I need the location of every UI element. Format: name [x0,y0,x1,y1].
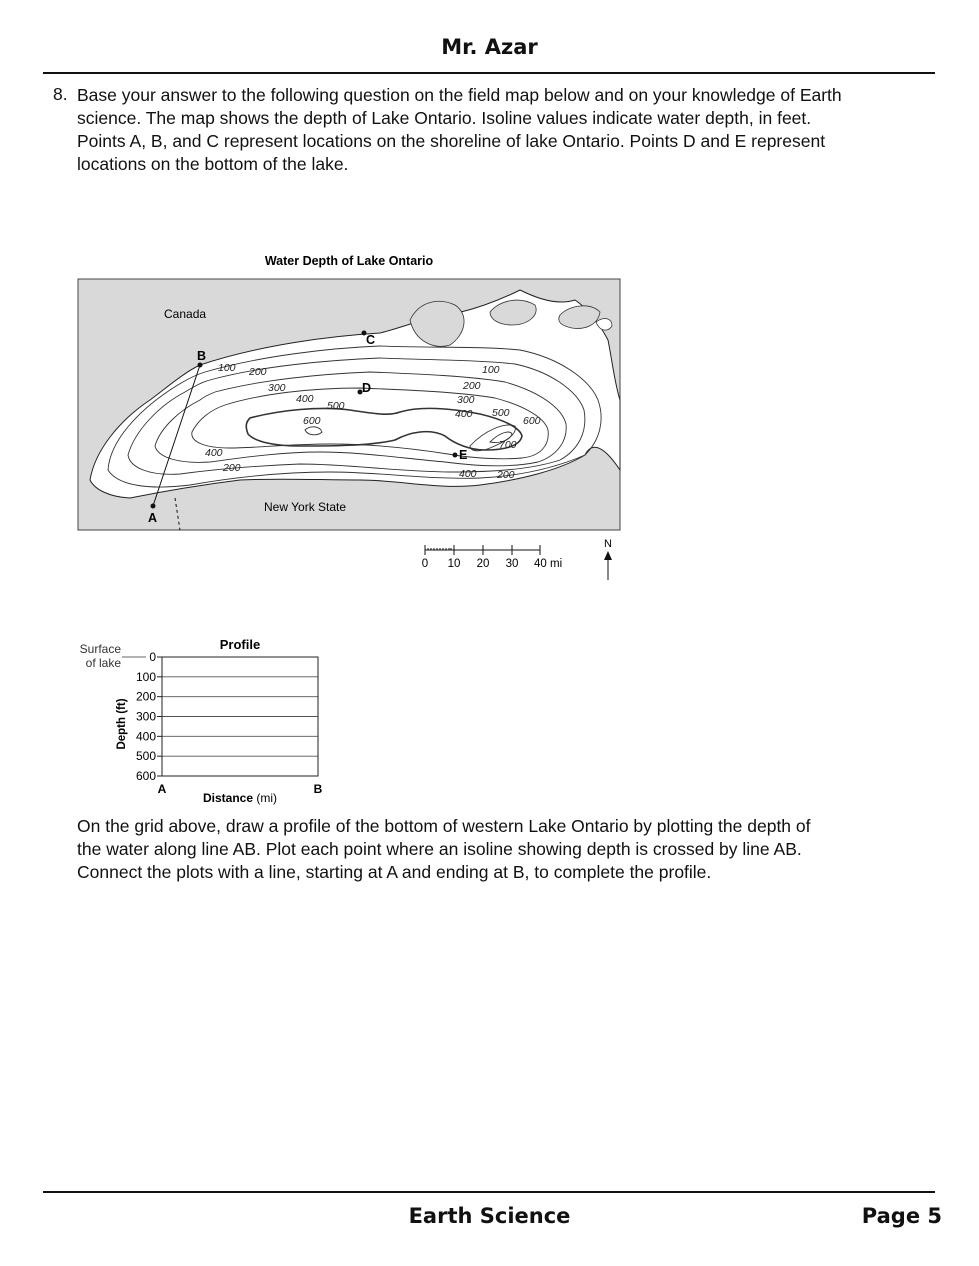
question-number: 8. [53,84,68,104]
isoline-label: 300 [268,382,286,394]
point-a-marker [151,504,156,509]
grid-lines [162,677,318,756]
isoline-label: 100 [218,362,236,374]
isoline-label: 600 [523,415,541,427]
x-axis-label [203,791,277,805]
page-header-title: Mr. Azar [441,35,538,59]
north-arrowhead-icon [604,551,612,560]
profile-grid [0,630,979,810]
y-tick-label: 0 [149,650,156,664]
y-tick-label: 600 [135,769,156,783]
scale-tick-label: 10 [447,558,461,570]
isoline-label: 300 [457,394,475,406]
isoline-label: 200 [463,380,481,392]
region-new-york: New York State [264,500,347,514]
x-axis-label-main: Distance [202,791,254,805]
isoline-label: 500 [492,407,510,419]
x-axis-label-unit: (mi) [253,791,278,805]
isoline-label: 200 [497,469,515,481]
map-scale-bar [425,545,540,555]
point-c-label: C [366,333,376,347]
scale-tick-label: 20 [476,558,490,570]
isoline-label: 700 [499,439,517,451]
y-axis-label: Depth (ft) [116,698,128,750]
header-rule [43,72,935,74]
scale-tick-label: 30 [505,558,519,570]
footer-page-number: Page 5 [861,1204,942,1228]
scale-tick-label: 0 [421,558,429,570]
isoline-label: 500 [327,400,345,412]
isoline-label: 400 [455,408,473,420]
point-b-label: B [197,349,207,363]
y-tick-label: 200 [135,689,156,704]
point-e-label: E [459,448,468,462]
isoline-label: 400 [205,447,223,459]
isoline-label: 200 [249,366,267,378]
map-title: Water Depth of Lake Ontario [264,254,434,268]
instruction-text: On the grid above, draw a profile of the bottom of western Lake Ontario by plotting the depth of the water along line AB. Plot each point where an isoline showing depth is crossed by line AB. Connect the plots with a line, starting at A and ending at B, to complete the profile. [77,816,811,882]
y-tick-label: 300 [135,709,156,724]
y-axis-ticks [136,650,162,783]
y-tick-label: 100 [135,669,156,684]
north-label: N [604,538,612,550]
profile-endpoint-b: B [313,782,323,796]
isoline-label: 600 [303,415,321,427]
region-canada: Canada [164,307,207,321]
isoline-label: 400 [296,393,314,405]
y-tick-label: 400 [135,729,156,744]
footer-rule [43,1191,935,1193]
scale-tick-label: 40 mi [534,558,563,570]
footer-subject: Earth Science [408,1204,571,1228]
point-d-label: D [362,381,372,395]
y-tick-label: 500 [135,749,156,764]
point-b-marker [198,363,203,368]
point-a-label: A [148,511,158,525]
surface-label: Surface [79,642,121,656]
surface-label: of lake [85,656,121,670]
isoline-label: 400 [459,468,477,480]
question-text: Base your answer to the following question on the field map below and on your knowledge of Earth science. The map shows the depth of Lake Ontario. Isoline values indicate water depth, in feet. Points A, B, and C represent locations on the shoreline of lake Ontario. Points D and E represent locations on the bottom of the lake. [77,85,842,174]
profile-title: Profile [219,637,261,652]
profile-endpoint-a: A [157,782,167,796]
lake-ontario-map [0,240,979,590]
point-e-marker [453,453,458,458]
isoline-label: 200 [223,462,241,474]
isoline-label: 100 [482,364,500,376]
